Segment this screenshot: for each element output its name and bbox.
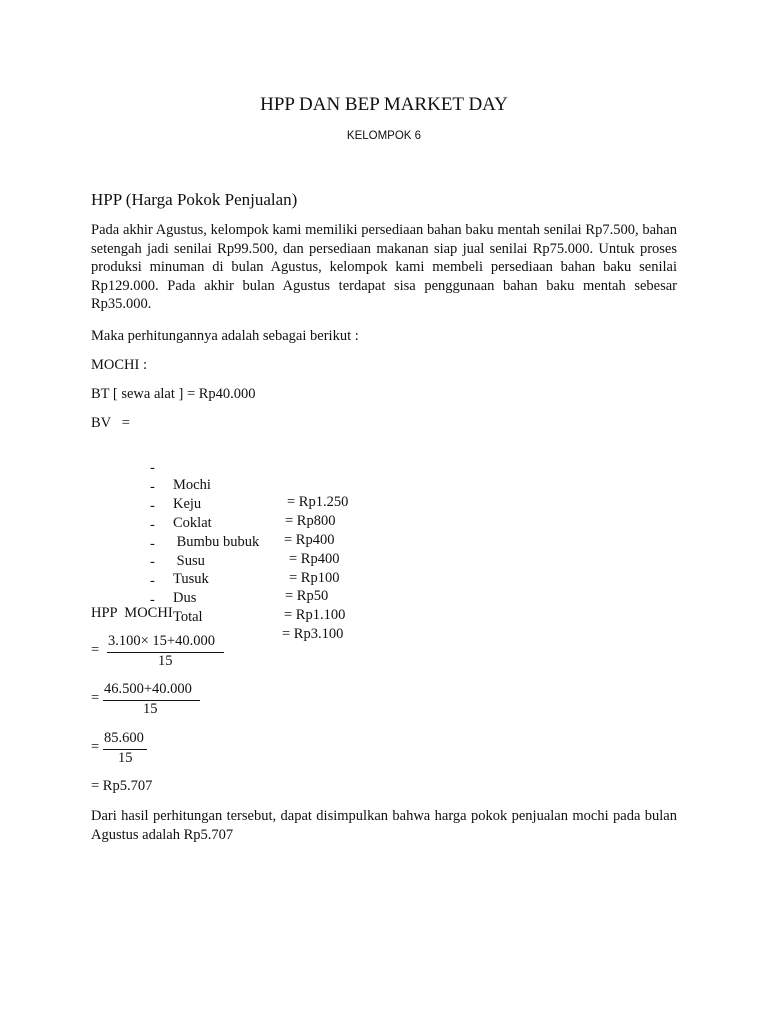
bv-item-name: Total bbox=[173, 609, 203, 626]
fraction-numerator: 85.600 bbox=[104, 730, 144, 746]
bv-item-dash: - bbox=[150, 478, 155, 495]
bv-item-value: = Rp50 bbox=[285, 588, 329, 605]
bv-item-name: Coklat bbox=[173, 514, 212, 531]
fraction-step-3 bbox=[91, 729, 161, 769]
bv-item-value: = Rp1.100 bbox=[284, 607, 346, 624]
fraction-step-1 bbox=[91, 632, 231, 672]
bv-item-name: Mochi bbox=[173, 477, 211, 493]
bv-item-dash: - bbox=[150, 460, 155, 476]
product-label: MOCHI : bbox=[91, 357, 147, 373]
bv-item-name: Tusuk bbox=[173, 571, 209, 588]
bv-item-value: = Rp1.250 bbox=[287, 494, 349, 510]
bv-item-name: Keju bbox=[173, 495, 202, 512]
equals-sign: = bbox=[91, 739, 100, 755]
bv-item-name: Dus bbox=[173, 590, 197, 607]
bv-item-dash: - bbox=[150, 535, 155, 552]
bv-item-value: = Rp3.100 bbox=[282, 626, 344, 643]
conclusion-paragraph: Dari hasil perhitungan tersebut, dapat disimpulkan bahwa harga pokok penjualan mochi pada bulan Agustus adalah Rp5.707 bbox=[91, 808, 677, 843]
bv-item-dash: - bbox=[150, 516, 155, 533]
document-subtitle: KELOMPOK 6 bbox=[346, 130, 422, 142]
equals-sign: = bbox=[91, 642, 100, 658]
bv-line: BV = bbox=[91, 415, 130, 431]
equals-sign: = bbox=[91, 690, 100, 706]
bv-item-name: Susu bbox=[173, 552, 205, 569]
bv-item-value: = Rp400 bbox=[284, 531, 335, 548]
intro-paragraph: Pada akhir Agustus, kelompok kami memiliki persediaan bahan baku mentah senilai Rp7.500, bahan setengah jadi senilai Rp99.500, dan persediaan makanan siap jual senilai Rp75.000. Untuk proses produksi minuman di bulan Agustus, kelompok kami membeli persediaan bahan baku senilai Rp129.000. Pada akhir bulan Agustus terdapat sisa penggunaan bahan baku mentah sebesar Rp35.000. bbox=[91, 222, 677, 313]
calc-intro: Maka perhitungannya adalah sebagai berikut : bbox=[91, 328, 359, 344]
section-heading: HPP (Harga Pokok Penjualan) bbox=[91, 190, 298, 209]
fraction-denominator: 15 bbox=[118, 750, 133, 766]
document-title: HPP DAN BEP MARKET DAY bbox=[260, 94, 508, 115]
bv-item-value: = Rp100 bbox=[289, 569, 340, 586]
fraction-denominator: 15 bbox=[143, 701, 158, 717]
fraction-numerator: 3.100× 15+40.000 bbox=[108, 633, 215, 649]
bv-item-dash: - bbox=[150, 554, 155, 571]
bv-item-name: Bumbu bubuk bbox=[173, 533, 260, 550]
fraction-numerator: 46.500+40.000 bbox=[104, 681, 192, 697]
bv-item-value: = Rp800 bbox=[285, 512, 336, 529]
bv-item-dash: - bbox=[150, 573, 155, 590]
fraction-step-2 bbox=[91, 680, 211, 720]
bv-item-value: = Rp400 bbox=[289, 550, 340, 567]
bt-line: BT [ sewa alat ] = Rp40.000 bbox=[91, 386, 256, 402]
result-line: = Rp5.707 bbox=[91, 778, 153, 794]
hpp-label: HPP MOCHI bbox=[91, 605, 173, 621]
bv-item-dash: - bbox=[150, 592, 155, 609]
bv-item-dash: - bbox=[150, 497, 155, 514]
bv-list bbox=[150, 443, 349, 643]
fraction-denominator: 15 bbox=[158, 653, 173, 669]
